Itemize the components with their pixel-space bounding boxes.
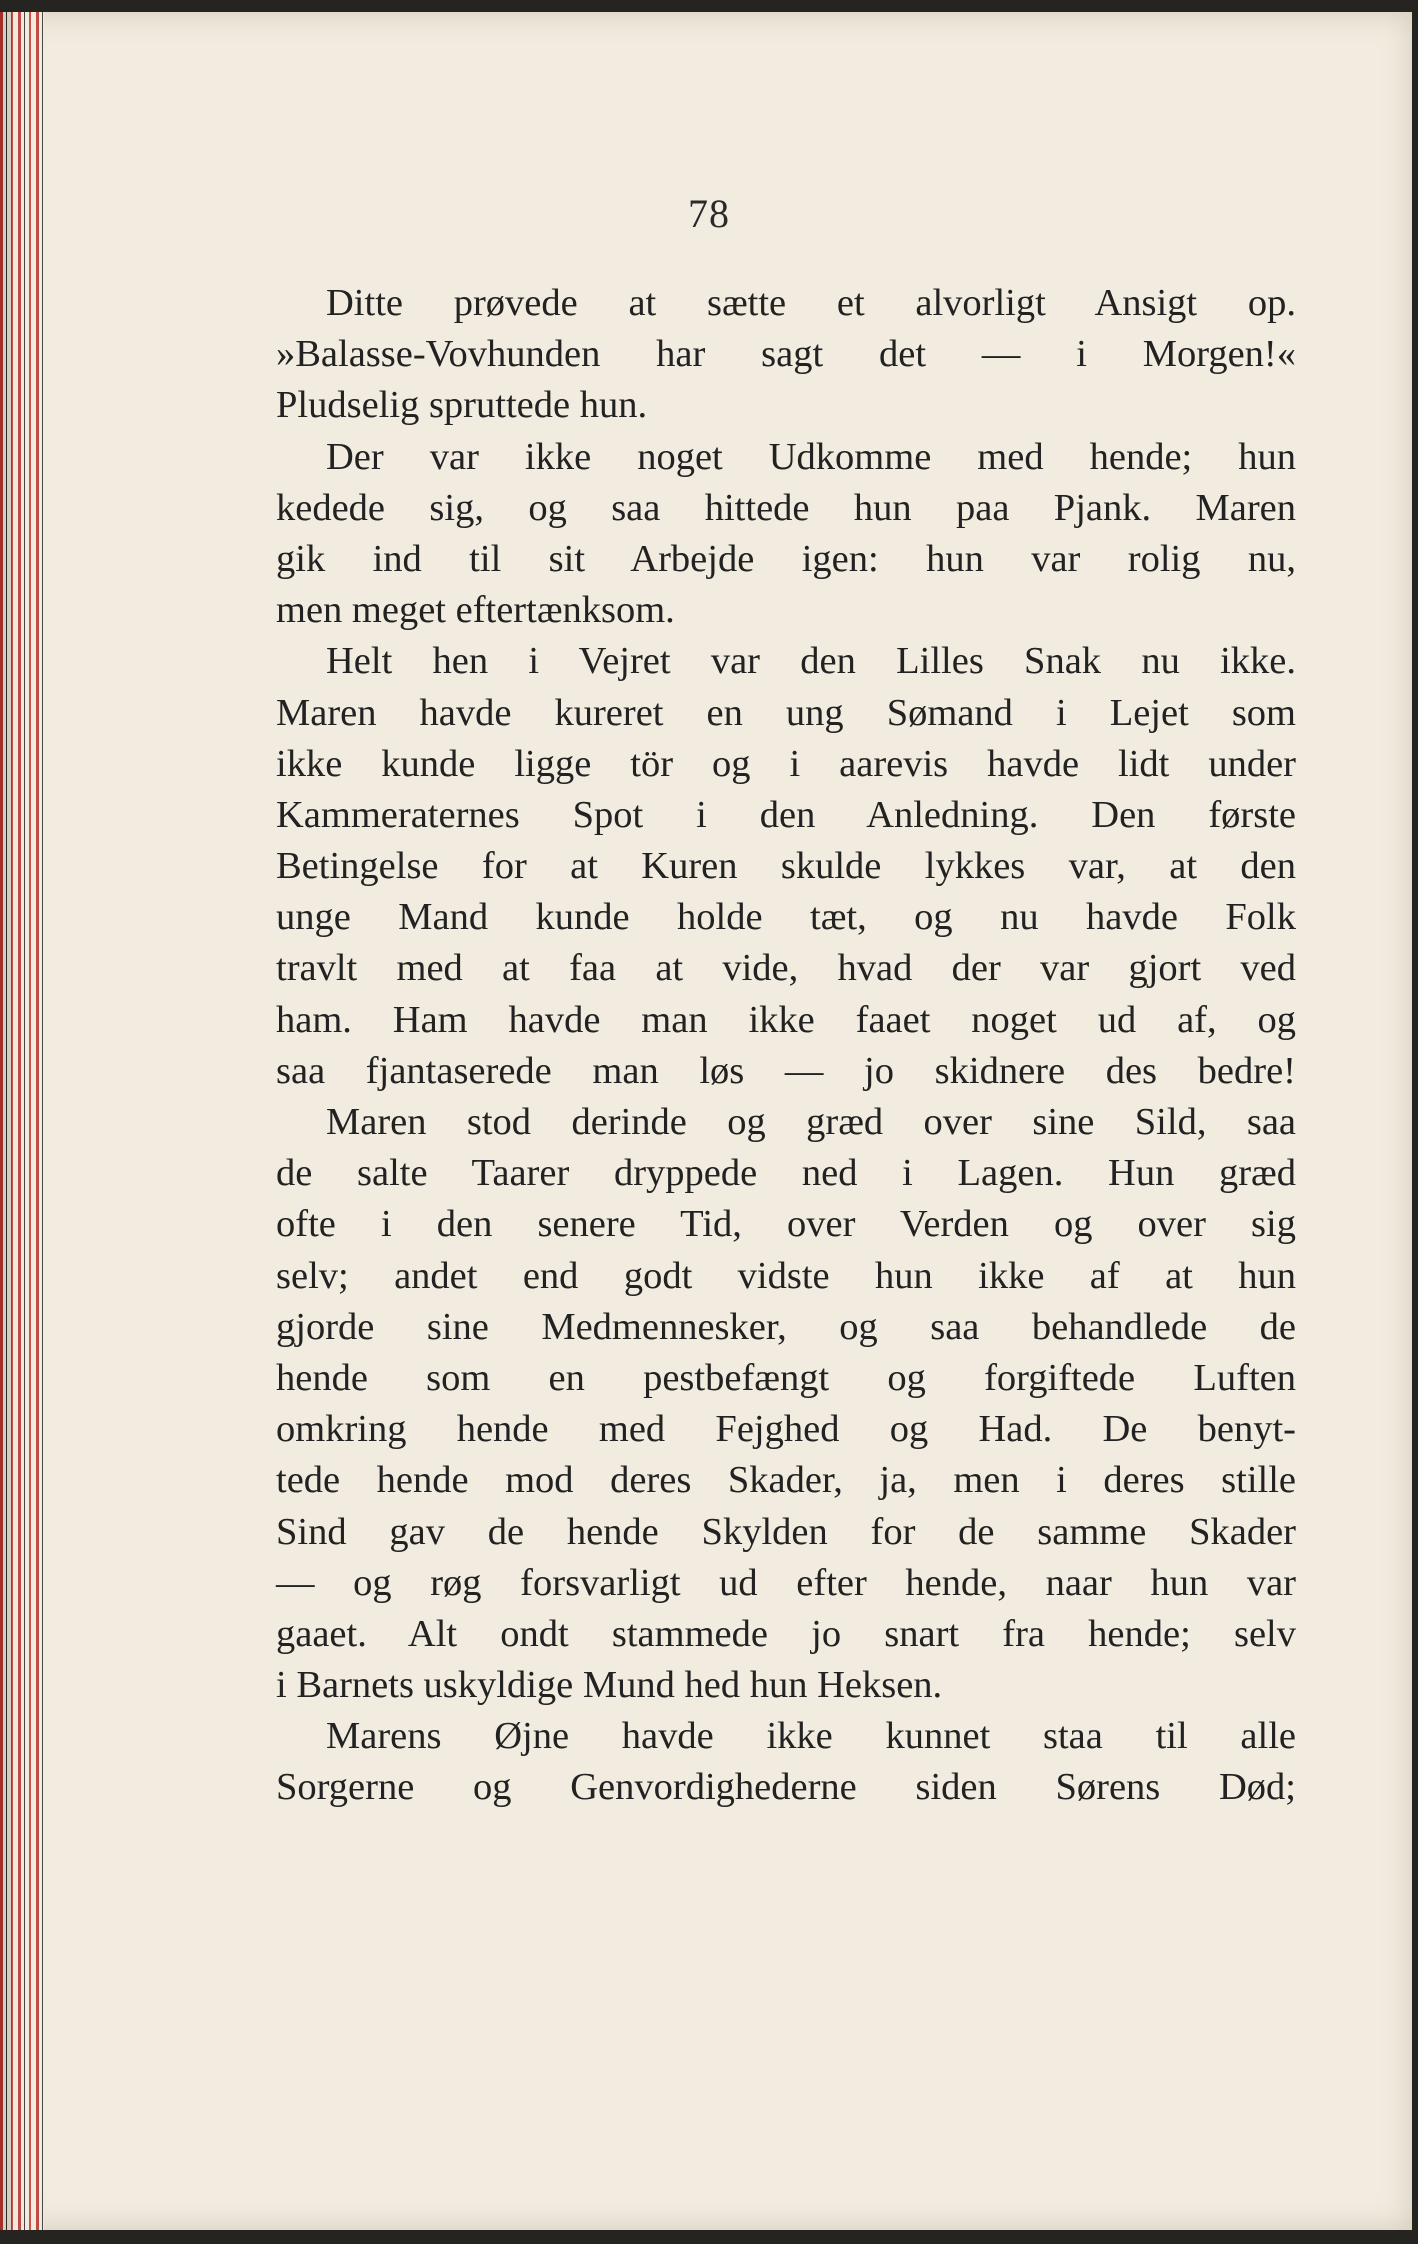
text-line: omkring hende med Fejghed og Had. De benyt- (276, 1408, 1296, 1451)
text-line: — og røg forsvarligt ud efter hende, naar hun var (276, 1561, 1296, 1604)
text-line: men meget eftertænksom. (276, 589, 675, 632)
text-line: Maren stod derinde og græd over sine Sild, saa (326, 1101, 1296, 1143)
text-line: selv; andet end godt vidste hun ikke af at hun (276, 1254, 1296, 1297)
text-line: Marens Øjne havde ikke kunnet staa til alle (326, 1715, 1296, 1758)
text-line: gik ind til sit Arbejde igen: hun var rolig nu, (276, 537, 1296, 580)
text-line: ofte i den senere Tid, over Verden og over sig (276, 1203, 1296, 1246)
text-line: Pludselig spruttede hun. (276, 384, 648, 427)
text-line: saa fjantaserede man løs — jo skidnere des bedre! (276, 1049, 1296, 1092)
text-line: Maren havde kureret en ung Sømand i Lejet som (276, 691, 1296, 734)
text-line: Sind gav de hende Skylden for de samme Skader (276, 1510, 1296, 1553)
text-line: Kammeraternes Spot i den Anledning. Den første (276, 793, 1296, 836)
text-line: Betingelse for at Kuren skulde lykkes var, at den (276, 845, 1296, 888)
text-line: Der var ikke noget Udkomme med hende; hun (326, 435, 1296, 478)
body-text (276, 278, 1296, 1814)
text-line: Sorgerne og Genvordighederne siden Sørens Død; (276, 1766, 1296, 1809)
text-line: tede hende mod deres Skader, ja, men i deres stille (276, 1459, 1296, 1502)
text-line: unge Mand kunde holde tæt, og nu havde Folk (276, 896, 1296, 939)
text-line: ikke kunde ligge tör og i aarevis havde lidt under (276, 742, 1296, 785)
text-line: travlt med at faa at vide, hvad der var gjort ved (276, 947, 1296, 990)
text-line: gaaet. Alt ondt stammede jo snart fra hende; selv (276, 1612, 1296, 1655)
text-line: Ditte prøvede at sætte et alvorligt Ansigt op. (326, 282, 1296, 324)
text-line: de salte Taarer dryppede ned i Lagen. Hun græd (276, 1152, 1296, 1195)
text-line: Helt hen i Vejret var den Lilles Snak nu ikke. (326, 640, 1296, 683)
text-line: ham. Ham havde man ikke faaet noget ud af, og (276, 998, 1296, 1041)
text-line: kedede sig, og saa hittede hun paa Pjank. Maren (276, 486, 1296, 529)
text-line: »Balasse-Vovhunden har sagt det — i Morgen!« (276, 333, 1296, 376)
text-line: i Barnets uskyldige Mund hed hun Heksen. (276, 1664, 943, 1707)
text-line: hende som en pestbefængt og forgiftede Luften (276, 1356, 1296, 1399)
book-spine-edge (0, 12, 44, 2230)
page-number: 78 (688, 191, 730, 236)
text-line: gjorde sine Medmennesker, og saa behandlede de (276, 1305, 1296, 1348)
